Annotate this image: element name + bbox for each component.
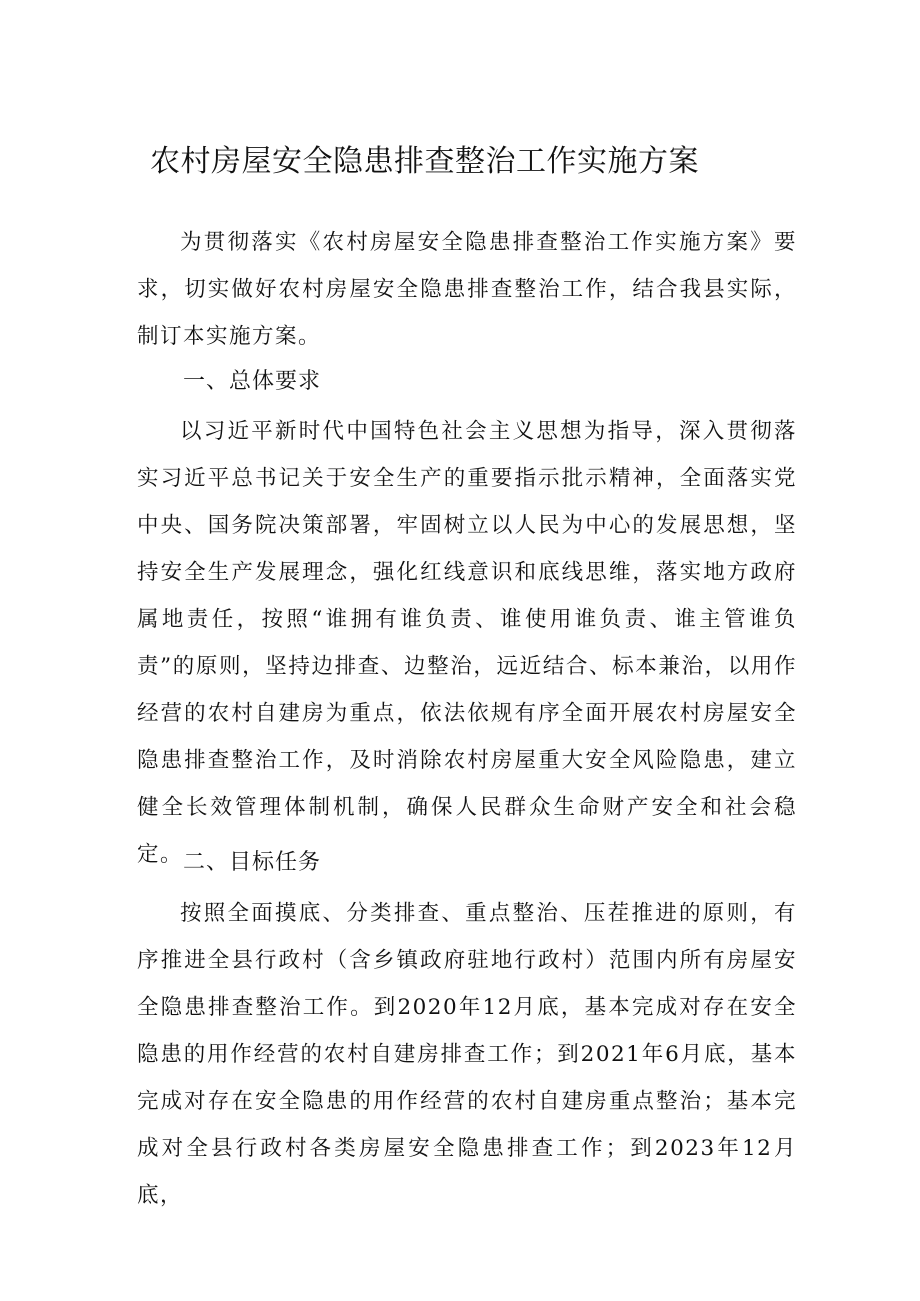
section-heading-overall-requirements: 一、总体要求 (183, 369, 322, 394)
section-heading-goals-tasks: 二、目标任务 (183, 850, 322, 875)
intro-paragraph: 为贯彻落实《农村房屋安全隐患排查整治工作实施方案》要求，切实做好农村房屋安全隐患排查整治工作，结合我县实际，制订本实施方案。 (137, 230, 797, 349)
section-paragraph-goals-tasks: 按照全面摸底、分类排查、重点整治、压茬推进的原则，有序推进全县行政村（含乡镇政府驻地行政村）范围内所有房屋安全隐患排查整治工作。到2020年12月底，基本完成对存在安全隐患的用作经营的农村自建房排查工作；到2021年6月底，基本完成对存在安全隐患的用作经营的农村自建房重点整治；基本完成对全县行政村各类房屋安全隐患排查工作；到2023年12月底， (137, 901, 797, 1208)
document-title: 农村房屋安全隐患排查整治工作实施方案 (150, 144, 699, 179)
section-paragraph-overall-requirements: 以习近平新时代中国特色社会主义思想为指导，深入贯彻落实习近平总书记关于安全生产的重要指示批示精神，全面落实党中央、国务院决策部署，牢固树立以人民为中心的发展思想，坚持安全生产发展理念，强化红线意识和底线思维，落实地方政府属地责任，按照“谁拥有谁负责、谁使用谁负责、谁主管谁负责”的原则，坚持边排查、边整治，远近结合、标本兼治，以用作经营的农村自建房为重点，依法依规有序全面开展农村房屋安全隐患排查整治工作，及时消除农村房屋重大安全风险隐患，建立健全长效管理体制机制，确保人民群众生命财产安全和社会稳定。 (137, 419, 797, 867)
